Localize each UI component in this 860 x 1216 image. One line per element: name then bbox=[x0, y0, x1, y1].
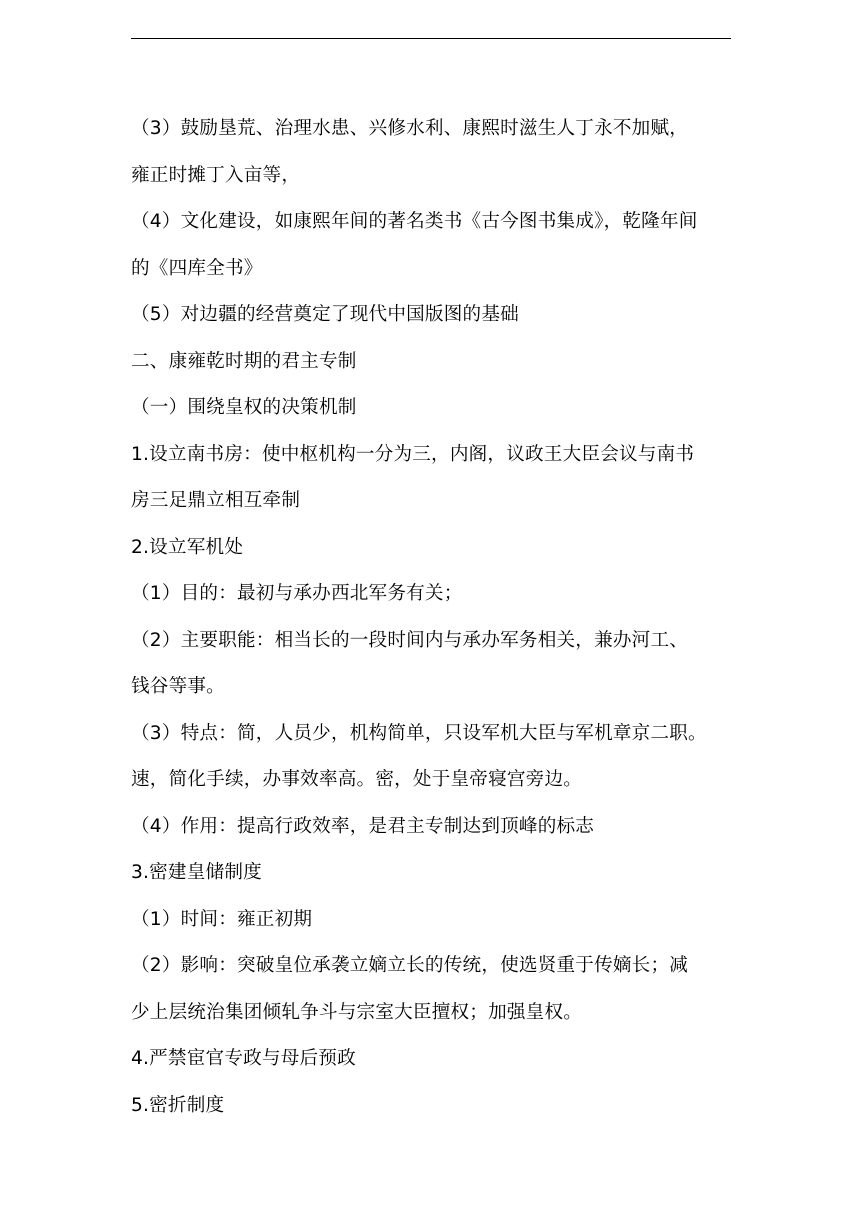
item-heading: 5.密折制度 bbox=[131, 1094, 225, 1116]
text-line: （3）特点：简，人员少，机构简单，只设军机大臣与军机章京二职。 bbox=[131, 722, 707, 744]
text-line: 少上层统治集团倾轧争斗与宗室大臣擅权；加强皇权。 bbox=[131, 1001, 583, 1023]
header-rule bbox=[131, 38, 731, 39]
text-line: 1.设立南书房：使中枢机构一分为三，内阁，议政王大臣会议与南书 bbox=[131, 443, 695, 465]
item-heading: 4.严禁宦官专政与母后预政 bbox=[131, 1048, 356, 1069]
document-body bbox=[131, 112, 733, 1135]
text-line: 雍正时摊丁入亩等， bbox=[131, 164, 301, 186]
text-line: 钱谷等事。 bbox=[131, 676, 225, 697]
text-line: （1）目的：最初与承办西北军务有关； bbox=[131, 583, 463, 604]
text-line: （4）文化建设，如康熙年间的著名类书《古今图书集成》，乾隆年间 bbox=[131, 211, 698, 232]
item-heading: 2.设立军机处 bbox=[131, 536, 244, 558]
text-line: 房三足鼎立相互牵制 bbox=[131, 490, 301, 511]
text-line: （2）影响：突破皇位承袭立嫡立长的传统，使选贤重于传嫡长；减 bbox=[131, 955, 689, 976]
text-line: （1）时间：雍正初期 bbox=[131, 908, 313, 930]
item-heading: 3.密建皇储制度 bbox=[131, 862, 262, 883]
text-line: （5）对边疆的经营奠定了现代中国版图的基础 bbox=[131, 304, 519, 325]
subsection-heading: （一）围绕皇权的决策机制 bbox=[131, 397, 357, 418]
text-line: 的《四库全书》 bbox=[131, 257, 263, 279]
text-line: （3）鼓励垦荒、治理水患、兴修水利、康熙时滋生人丁永不加赋， bbox=[131, 118, 689, 139]
text-line: 速，简化手续，办事效率高。密，处于皇帝寝宫旁边。 bbox=[131, 769, 583, 790]
text-line: （2）主要职能：相当长的一段时间内与承办军务相关，兼办河工、 bbox=[131, 629, 689, 651]
section-heading: 二、康雍乾时期的君主专制 bbox=[131, 350, 357, 372]
text-line: （4）作用：提高行政效率，是君主专制达到顶峰的标志 bbox=[131, 815, 595, 837]
